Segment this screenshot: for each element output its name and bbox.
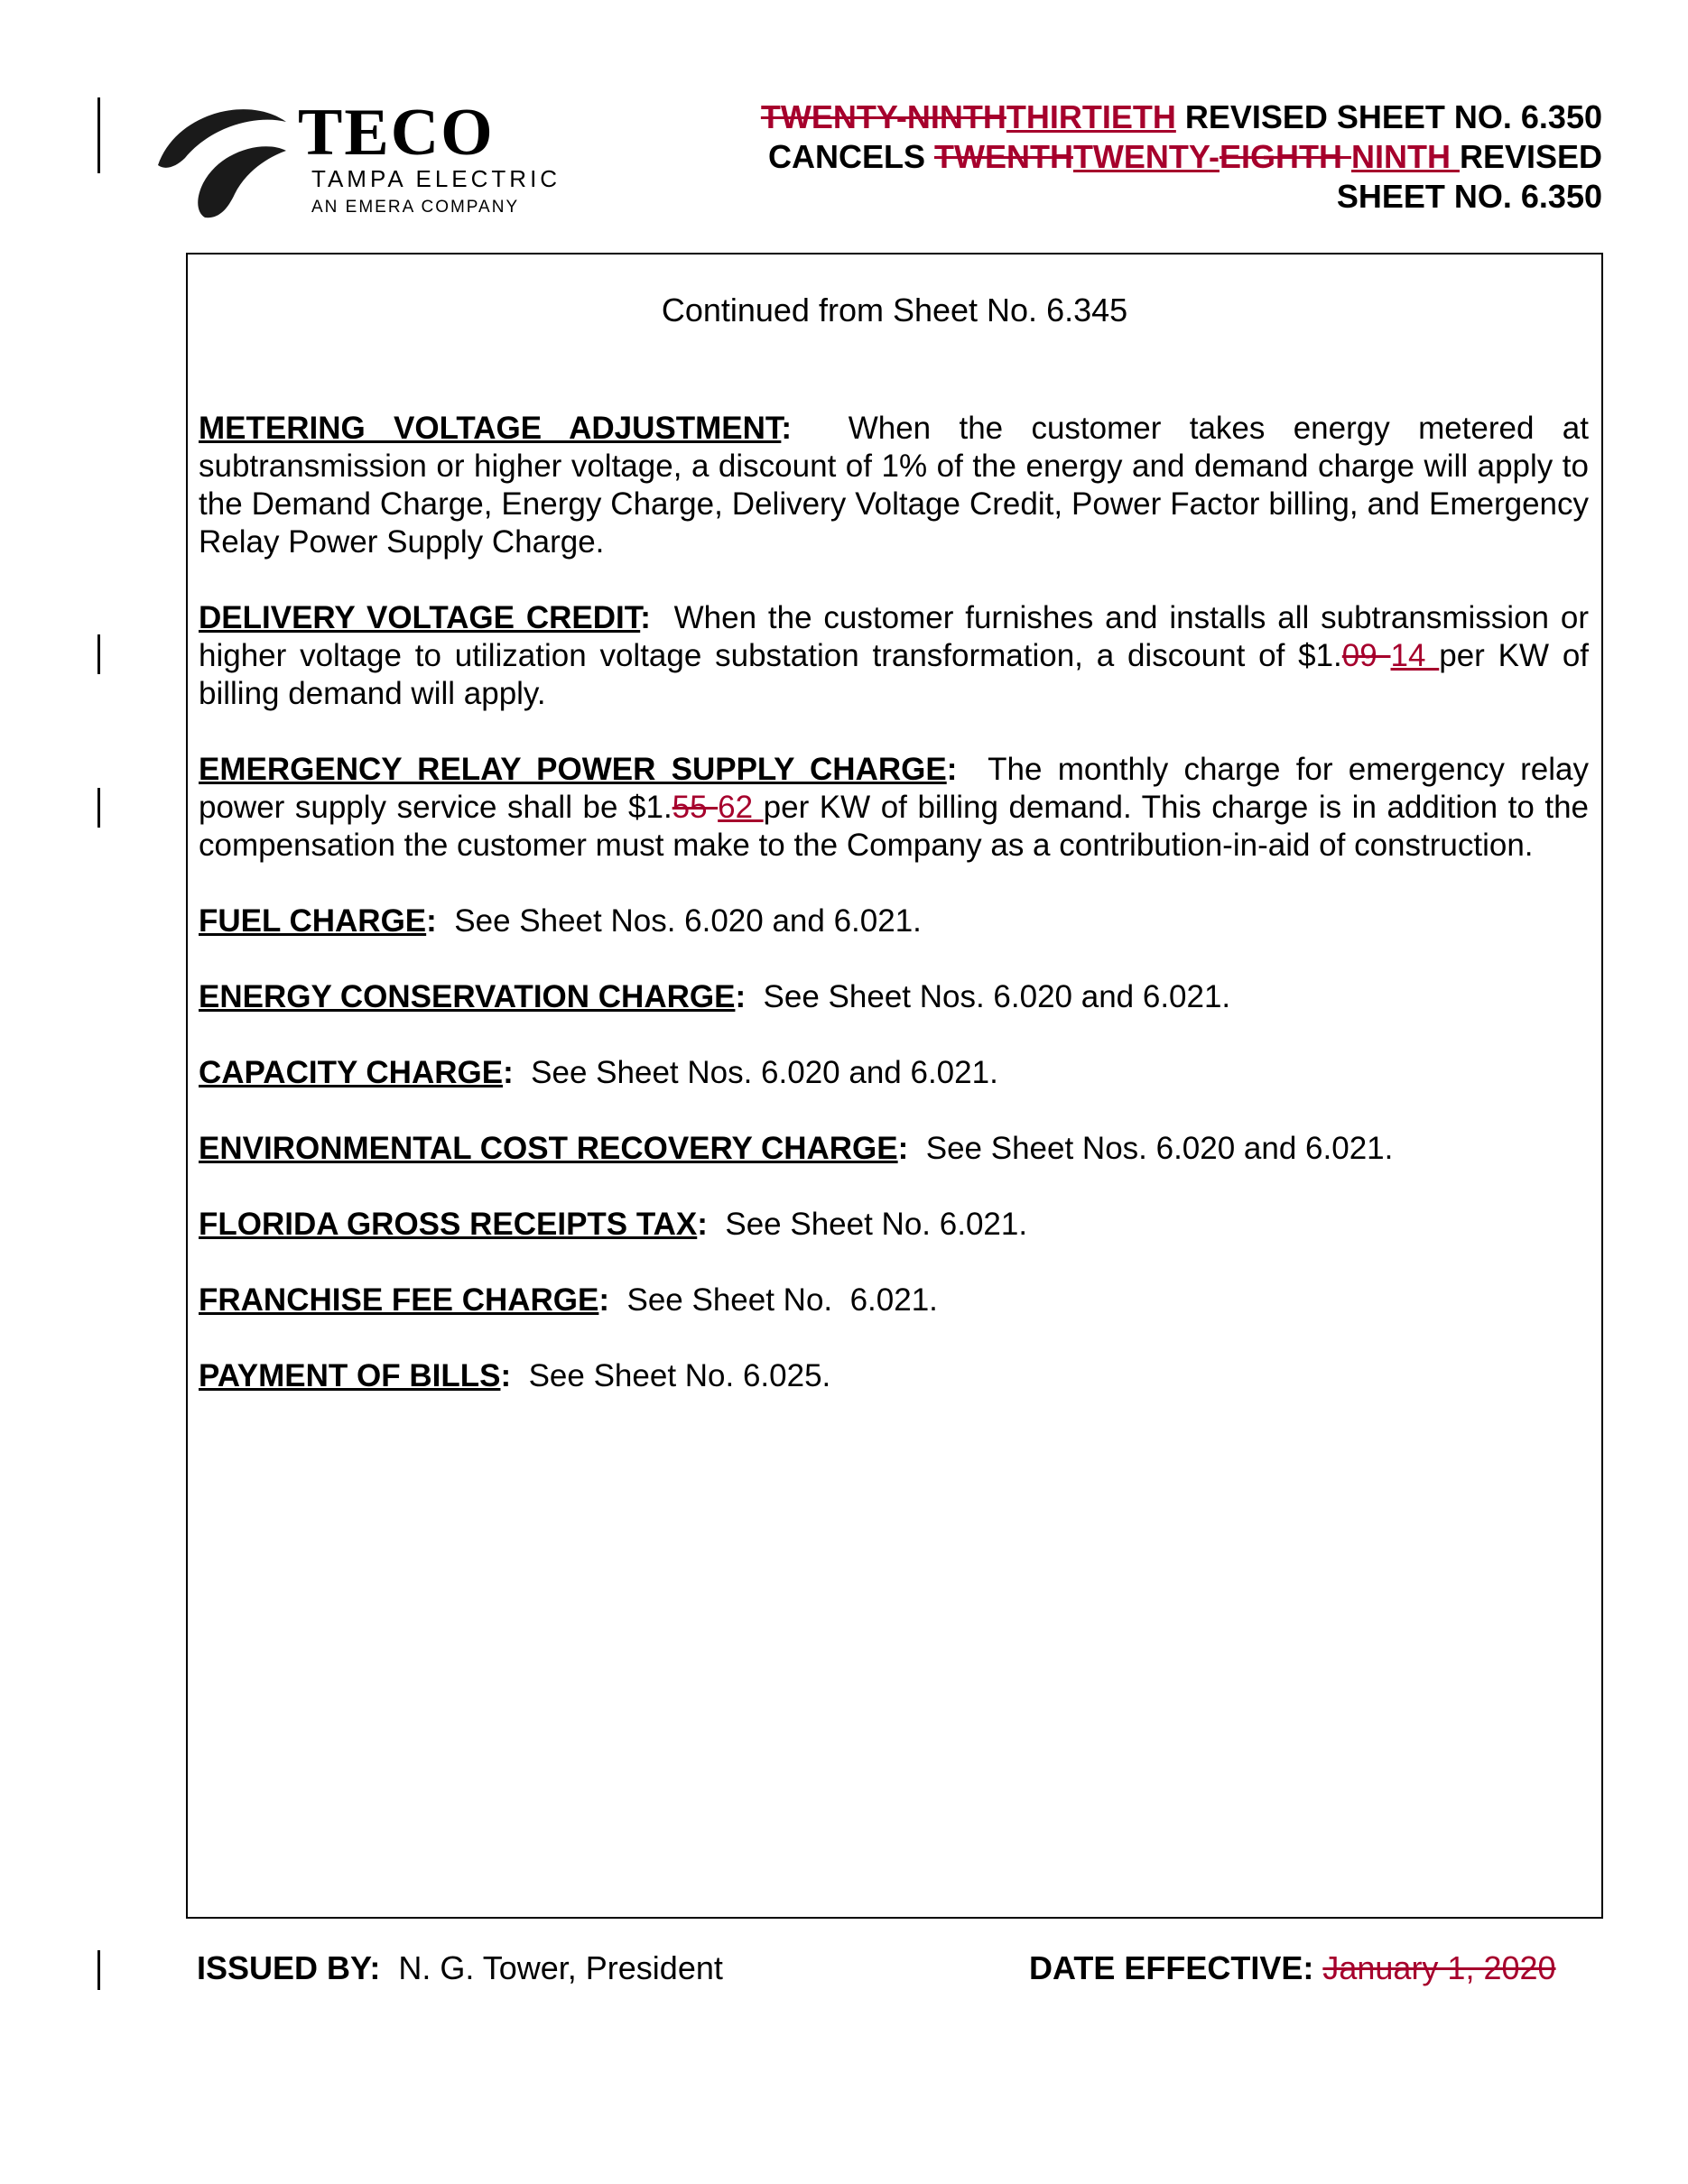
sheet-header-line2 xyxy=(761,137,1602,177)
cancels-label: CANCELS xyxy=(767,138,934,175)
section-capacity xyxy=(199,1054,1589,1092)
heading-colon: : xyxy=(500,1358,512,1393)
inserted-hyphen: - xyxy=(1208,138,1220,175)
inserted-text: NINTH xyxy=(1350,138,1460,175)
teco-swoosh-icon xyxy=(149,95,293,221)
section-text: When the customer takes energy metered at subtransmission or higher voltage, a discount of 1% of the energy and demand charge will apply to the Demand Charge, Energy Charge, Delivery Voltage Credit, Power Factor billing, and Emergency Relay Power Supply Charge. xyxy=(199,411,1598,560)
teco-logo xyxy=(149,95,618,221)
change-bar-emergency xyxy=(97,788,100,828)
section-heading: PAYMENT OF BILLS xyxy=(199,1358,501,1393)
section-gross-receipts xyxy=(199,1206,1589,1244)
section-heading: ENERGY CONSERVATION CHARGE xyxy=(199,979,736,1014)
heading-colon: : xyxy=(697,1207,708,1242)
section-text: The monthly charge for emergency relay power supply service shall be $1. xyxy=(199,752,1598,825)
section-text: See Sheet Nos. 6.020 and 6.021. xyxy=(908,1131,1394,1166)
sheet-header-line3: SHEET NO. 6.350 xyxy=(1336,178,1602,215)
logo-wordmark: TECO xyxy=(298,96,495,170)
section-emergency xyxy=(199,751,1598,865)
section-franchise xyxy=(199,1282,1589,1319)
section-metering xyxy=(199,410,1598,561)
section-heading: METERING VOLTAGE ADJUSTMENT xyxy=(199,411,782,446)
deleted-text: 09 xyxy=(1341,638,1391,673)
section-delivery xyxy=(199,599,1598,713)
inserted-text: THIRTIETH xyxy=(1006,98,1176,135)
heading-colon: : xyxy=(946,752,958,787)
continued-note: Continued from Sheet No. 6.345 xyxy=(661,292,1128,329)
date-effective-label: DATE EFFECTIVE: xyxy=(1029,1949,1314,1986)
section-environmental xyxy=(199,1130,1589,1168)
deleted-text: 55 xyxy=(672,790,719,825)
section-text: See Sheet No. 6.021. xyxy=(609,1282,938,1318)
inserted-text: 62 xyxy=(718,790,764,825)
issued-by xyxy=(197,1949,723,1986)
change-bar-header xyxy=(97,97,100,173)
section-heading: DELIVERY VOLTAGE CREDIT xyxy=(199,600,641,635)
sheet-header-line1 xyxy=(761,97,1602,137)
deleted-text: EIGHTH xyxy=(1219,138,1351,175)
date-effective xyxy=(1029,1949,1556,1986)
section-text: See Sheet No. 6.025. xyxy=(511,1358,831,1393)
section-heading: ENVIRONMENTAL COST RECOVERY CHARGE xyxy=(199,1131,898,1166)
heading-colon: : xyxy=(598,1282,610,1318)
tariff-content xyxy=(199,410,1598,1433)
section-heading: EMERGENCY RELAY POWER SUPPLY CHARGE xyxy=(199,752,947,787)
change-bar-delivery xyxy=(97,634,100,674)
issued-by-value: N. G. Tower, President xyxy=(380,1949,723,1986)
heading-colon: : xyxy=(897,1131,909,1166)
issued-by-label: ISSUED BY: xyxy=(197,1949,381,1986)
section-conservation xyxy=(199,978,1589,1016)
section-text: See Sheet Nos. 6.020 and 6.021. xyxy=(513,1055,998,1090)
heading-colon: : xyxy=(781,411,793,446)
logo-tagline: AN EMERA COMPANY xyxy=(311,198,520,217)
section-text: See Sheet Nos. 6.020 and 6.021. xyxy=(436,903,922,939)
heading-colon: : xyxy=(426,903,437,939)
logo-subtitle: TAMPA ELECTRIC xyxy=(311,165,561,192)
inserted-text: 14 xyxy=(1390,638,1440,673)
deleted-text: TWENTY-NINTH xyxy=(760,98,1006,135)
section-text: per KW of billing demand. This charge is in addition to the compensation the customer must make to the Company as a contribution-in-aid of construction. xyxy=(199,790,1589,863)
inserted-text: TWENTY xyxy=(1072,138,1209,175)
section-heading: CAPACITY CHARGE xyxy=(199,1055,504,1090)
deleted-date: January 1, 2020 xyxy=(1322,1949,1556,1986)
section-heading: FUEL CHARGE xyxy=(199,903,427,939)
change-bar-footer xyxy=(97,1950,100,1990)
tariff-frame xyxy=(186,253,1603,1919)
section-heading: FLORIDA GROSS RECEIPTS TAX xyxy=(199,1207,698,1242)
section-payment xyxy=(199,1357,1589,1395)
sheet-header xyxy=(761,97,1602,217)
section-heading: FRANCHISE FEE CHARGE xyxy=(199,1282,599,1318)
heading-colon: : xyxy=(735,979,747,1014)
section-text: When the customer furnishes and installs all subtransmission or higher voltage to utilization voltage substation transformation, a discount of $1. xyxy=(199,600,1598,673)
section-text: See Sheet Nos. 6.020 and 6.021. xyxy=(746,979,1231,1014)
section-fuel xyxy=(199,902,1589,940)
heading-colon: : xyxy=(640,600,651,635)
section-text: per KW of billing demand will apply. xyxy=(199,638,1590,711)
heading-colon: : xyxy=(503,1055,514,1090)
sheet-number-text: REVISED SHEET NO. 6.350 xyxy=(1175,98,1602,135)
revised-text: REVISED xyxy=(1459,138,1602,175)
deleted-text: TWENTH xyxy=(933,138,1073,175)
section-text: See Sheet No. 6.021. xyxy=(707,1207,1028,1242)
